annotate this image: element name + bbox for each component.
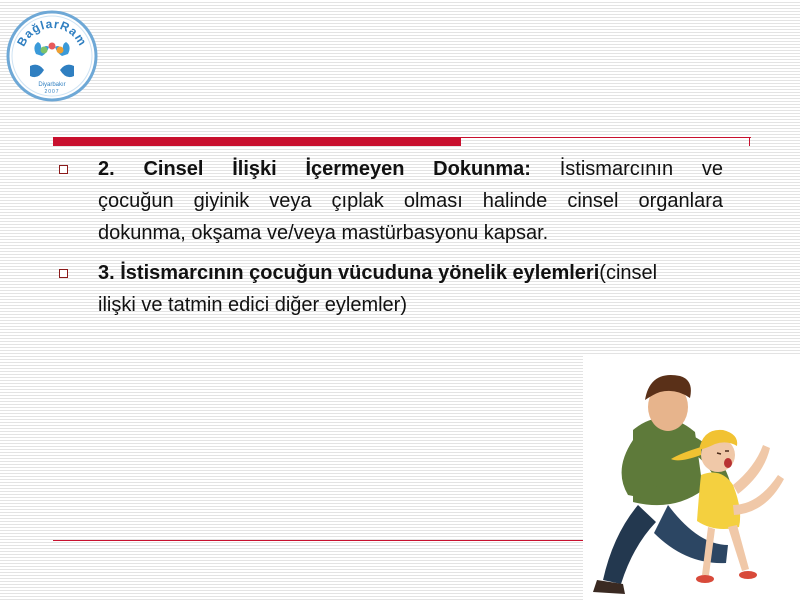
title-underline-line	[461, 137, 751, 138]
logo-year-text: 2007	[44, 89, 60, 95]
title-underline-end-tick	[749, 137, 750, 146]
bullet-text: çocuğun giyinik veya çıplak olması halinde cinsel organlara	[98, 190, 723, 212]
bullet-text: ilişki ve tatmin edici diğer eylemler)	[98, 294, 407, 316]
title-underline-bar	[53, 137, 461, 146]
bullet-text: dokunma, okşama ve/veya mastürbasyonu kapsar.	[98, 222, 549, 244]
bullet-line	[98, 257, 723, 289]
bullet-heading: 3. İstismarcının çocuğun vücuduna yönelik eylemleri	[98, 262, 600, 284]
logo-arc-text: BağlarRam	[14, 16, 90, 49]
bullet-heading: 2. Cinsel İlişki İçermeyen Dokunma:	[98, 158, 531, 180]
logo-city-text: Diyarbakır	[38, 82, 66, 88]
square-bullet-icon	[59, 269, 68, 278]
content-bullet-list	[53, 153, 723, 329]
organization-logo	[2, 4, 102, 104]
illustration-panel	[583, 355, 800, 600]
bullet-line	[98, 153, 723, 185]
bullet-item	[53, 153, 723, 249]
bullet-text: İstismarcının ve	[559, 158, 723, 180]
footer-divider-line	[53, 540, 593, 541]
square-bullet-icon	[59, 165, 68, 174]
bullet-text: (cinsel	[599, 262, 658, 284]
adult-grabbing-crying-child-illustration	[583, 355, 800, 600]
bullet-item	[53, 257, 723, 321]
